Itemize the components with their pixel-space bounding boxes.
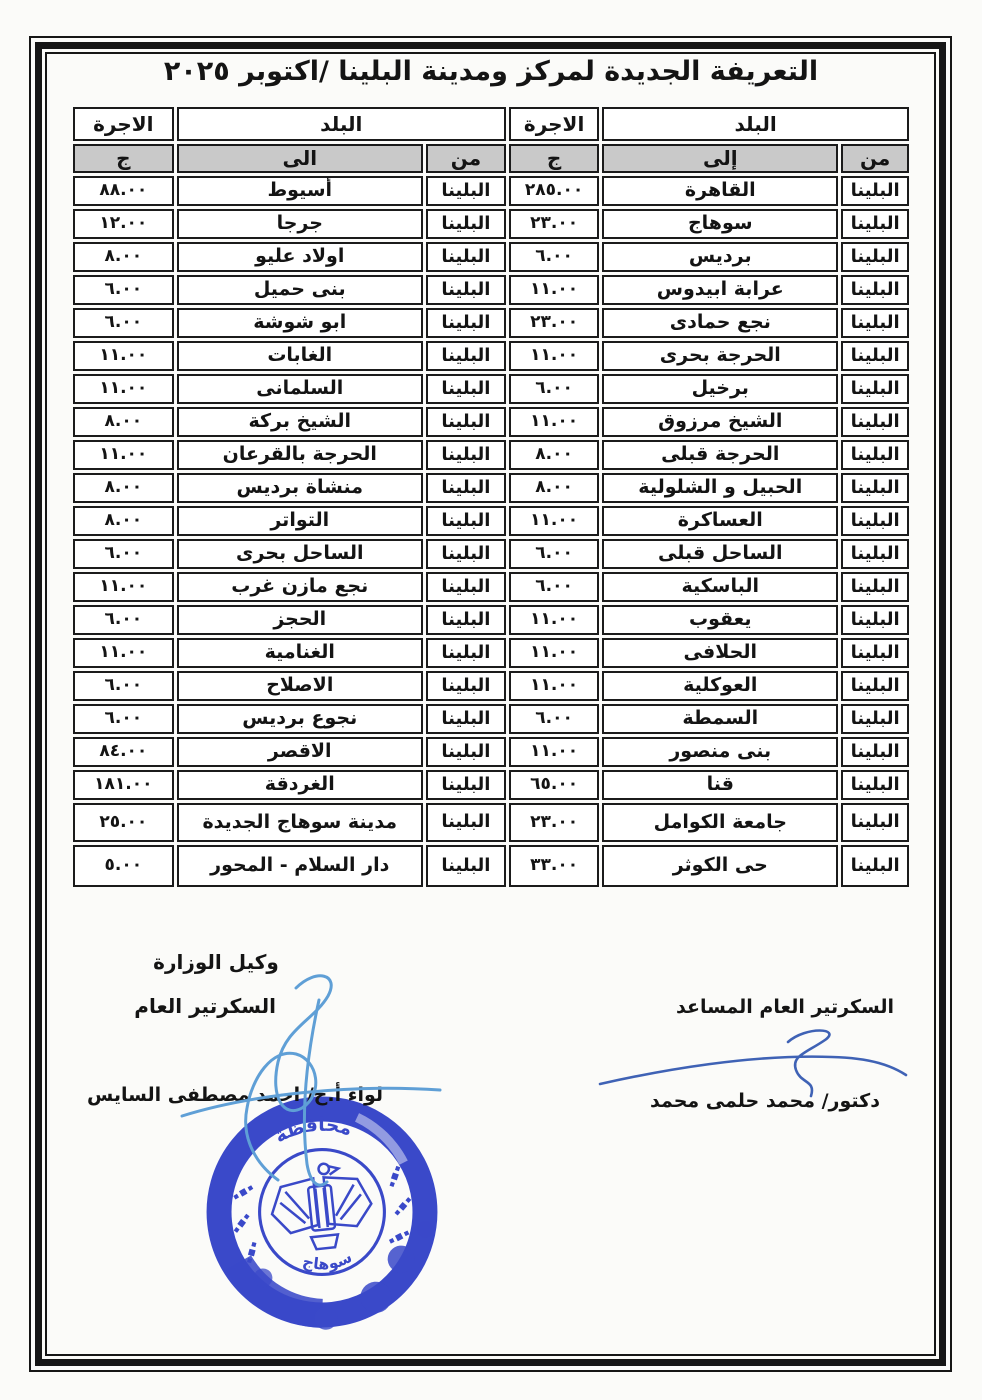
destination-cell: العساكرة xyxy=(602,506,838,536)
origin-cell: البلينا xyxy=(426,539,506,569)
destination-cell: أسيوط xyxy=(177,176,423,206)
fare-cell: ٦.٠٠ xyxy=(509,242,599,272)
fare-cell: ٦.٠٠ xyxy=(73,308,174,338)
destination-cell: الغابات xyxy=(177,341,423,371)
origin-cell: البلينا xyxy=(426,605,506,635)
destination-cell: ابو شوشة xyxy=(177,308,423,338)
destination-cell: جرجا xyxy=(177,209,423,239)
origin-cell: البلينا xyxy=(426,737,506,767)
fare-cell: ١١.٠٠ xyxy=(73,341,174,371)
origin-cell: البلينا xyxy=(841,242,909,272)
stamp-bottom-text: سوهاج xyxy=(300,1247,355,1274)
origin-cell: البلينا xyxy=(426,506,506,536)
destination-cell: الشيخ مرزوق xyxy=(602,407,838,437)
destination-cell: الحرجة بالقرعان xyxy=(177,440,423,470)
destination-cell: الغنامية xyxy=(177,638,423,668)
country-group-header-left: البلد xyxy=(177,107,506,141)
fare-cell: ٨.٠٠ xyxy=(509,473,599,503)
origin-cell: البلينا xyxy=(426,845,506,887)
origin-cell: البلينا xyxy=(841,341,909,371)
from-header-right: من xyxy=(841,144,909,173)
table-row xyxy=(73,308,909,338)
assistant-secretary-name: دكتور/ محمد حلمى محمد xyxy=(650,1090,880,1112)
destination-cell: حى الكوثر xyxy=(602,845,838,887)
assistant-secretary-title: السكرتير العام المساعد xyxy=(675,996,895,1018)
destination-cell: دار السلام - المحور xyxy=(177,845,423,887)
table-row xyxy=(73,506,909,536)
origin-cell: البلينا xyxy=(841,473,909,503)
table-row xyxy=(73,572,909,602)
destination-cell: الاقصر xyxy=(177,737,423,767)
fare-cell: ١١.٠٠ xyxy=(73,440,174,470)
fare-cell: ٢٣.٠٠ xyxy=(509,308,599,338)
destination-cell: التواتر xyxy=(177,506,423,536)
from-header-left: من xyxy=(426,144,506,173)
origin-cell: البلينا xyxy=(426,242,506,272)
origin-cell: البلينا xyxy=(841,845,909,887)
destination-cell: الحبيل و الشلولية xyxy=(602,473,838,503)
fare-cell: ١١.٠٠ xyxy=(509,605,599,635)
table-group-header-row xyxy=(73,107,909,141)
table-column-header-row xyxy=(73,144,909,173)
table-row xyxy=(73,242,909,272)
fare-cell: ٦.٠٠ xyxy=(509,539,599,569)
fare-cell: ٨.٠٠ xyxy=(73,506,174,536)
destination-cell: بنى منصور xyxy=(602,737,838,767)
destination-cell: مدينة سوهاج الجديدة xyxy=(177,803,423,842)
fare-cell: ٨٤.٠٠ xyxy=(73,737,174,767)
country-group-header-right: البلد xyxy=(602,107,909,141)
destination-cell: نجع حمادى xyxy=(602,308,838,338)
currency-header-right: ج xyxy=(509,144,599,173)
fare-cell: ٨٨.٠٠ xyxy=(73,176,174,206)
origin-cell: البلينا xyxy=(841,803,909,842)
fare-cell: ١١.٠٠ xyxy=(509,275,599,305)
origin-cell: البلينا xyxy=(426,407,506,437)
fare-cell: ١١.٠٠ xyxy=(509,341,599,371)
signature-left-scribble-icon xyxy=(168,966,458,1196)
destination-cell: الشيخ بركة xyxy=(177,407,423,437)
fare-cell: ٨.٠٠ xyxy=(73,473,174,503)
fare-cell: ٦٥.٠٠ xyxy=(509,770,599,800)
origin-cell: البلينا xyxy=(426,473,506,503)
to-header-right: إلى xyxy=(602,144,838,173)
fare-cell: ١١.٠٠ xyxy=(509,638,599,668)
fare-group-header-right: الاجرة xyxy=(509,107,599,141)
origin-cell: البلينا xyxy=(841,209,909,239)
origin-cell: البلينا xyxy=(841,770,909,800)
signature-right-scribble-icon xyxy=(592,1022,912,1107)
table-row xyxy=(73,638,909,668)
fare-cell: ٣٣.٠٠ xyxy=(509,845,599,887)
table-row xyxy=(73,275,909,305)
destination-cell: نجوع برديس xyxy=(177,704,423,734)
destination-cell: السلمانى xyxy=(177,374,423,404)
stamp-top-text: محافظة xyxy=(271,1114,355,1148)
origin-cell: البلينا xyxy=(841,308,909,338)
fare-cell: ٢٣.٠٠ xyxy=(509,803,599,842)
fare-cell: ١١.٠٠ xyxy=(73,638,174,668)
table-row xyxy=(73,176,909,206)
fare-cell: ١١.٠٠ xyxy=(509,671,599,701)
fare-cell: ٦.٠٠ xyxy=(73,671,174,701)
to-header-left: الى xyxy=(177,144,423,173)
table-row xyxy=(73,407,909,437)
destination-cell: سوهاج xyxy=(602,209,838,239)
fare-table xyxy=(70,104,912,890)
fare-cell: ٨.٠٠ xyxy=(73,407,174,437)
table-row xyxy=(73,605,909,635)
fare-cell: ٨.٠٠ xyxy=(509,440,599,470)
destination-cell: الباسكية xyxy=(602,572,838,602)
fare-cell: ١١.٠٠ xyxy=(509,506,599,536)
table-row xyxy=(73,341,909,371)
origin-cell: البلينا xyxy=(426,704,506,734)
origin-cell: البلينا xyxy=(841,176,909,206)
origin-cell: البلينا xyxy=(426,803,506,842)
table-row xyxy=(73,374,909,404)
fare-cell: ٦.٠٠ xyxy=(509,374,599,404)
table-row xyxy=(73,539,909,569)
origin-cell: البلينا xyxy=(426,770,506,800)
fare-cell: ٦.٠٠ xyxy=(509,572,599,602)
origin-cell: البلينا xyxy=(841,737,909,767)
fare-cell: ١٢.٠٠ xyxy=(73,209,174,239)
fare-table-body xyxy=(73,176,909,887)
table-row xyxy=(73,671,909,701)
fare-cell: ٢٨٥.٠٠ xyxy=(509,176,599,206)
origin-cell: البلينا xyxy=(426,572,506,602)
fare-cell: ٢٥.٠٠ xyxy=(73,803,174,842)
fare-cell: ٦.٠٠ xyxy=(73,704,174,734)
table-row xyxy=(73,704,909,734)
fare-cell: ١١.٠٠ xyxy=(73,374,174,404)
destination-cell: يعقوب xyxy=(602,605,838,635)
origin-cell: البلينا xyxy=(841,275,909,305)
origin-cell: البلينا xyxy=(841,572,909,602)
table-row xyxy=(73,209,909,239)
fare-cell: ١١.٠٠ xyxy=(509,407,599,437)
destination-cell: العوكلية xyxy=(602,671,838,701)
destination-cell: الاصلاح xyxy=(177,671,423,701)
destination-cell: قنا xyxy=(602,770,838,800)
origin-cell: البلينا xyxy=(841,506,909,536)
currency-header-left: ج xyxy=(73,144,174,173)
fare-cell: ٢٣.٠٠ xyxy=(509,209,599,239)
fare-cell: ١١.٠٠ xyxy=(73,572,174,602)
destination-cell: نجع مازن غرب xyxy=(177,572,423,602)
origin-cell: البلينا xyxy=(841,605,909,635)
fare-cell: ٨.٠٠ xyxy=(73,242,174,272)
destination-cell: برديس xyxy=(602,242,838,272)
table-row xyxy=(73,737,909,767)
destination-cell: الحرجة بحرى xyxy=(602,341,838,371)
origin-cell: البلينا xyxy=(426,638,506,668)
origin-cell: البلينا xyxy=(841,440,909,470)
fare-cell: ٦.٠٠ xyxy=(509,704,599,734)
origin-cell: البلينا xyxy=(426,341,506,371)
destination-cell: جامعة الكوامل xyxy=(602,803,838,842)
table-row xyxy=(73,770,909,800)
origin-cell: البلينا xyxy=(426,176,506,206)
destination-cell: الحجز xyxy=(177,605,423,635)
destination-cell: الحلافى xyxy=(602,638,838,668)
page-title: التعريفة الجديدة لمركز ومدينة البلينا /اكتوبر ٢٠٢٥ xyxy=(163,56,819,87)
origin-cell: البلينا xyxy=(841,638,909,668)
destination-cell: اولاد عليو xyxy=(177,242,423,272)
origin-cell: البلينا xyxy=(426,308,506,338)
destination-cell: الحرجة قبلى xyxy=(602,440,838,470)
fare-cell: ١٨١.٠٠ xyxy=(73,770,174,800)
destination-cell: الغردقة xyxy=(177,770,423,800)
destination-cell: الساحل قبلى xyxy=(602,539,838,569)
destination-cell: بنى حميل xyxy=(177,275,423,305)
table-row xyxy=(73,845,909,887)
secretary-general-name: لواء أ.ح/ احمد مصطفى السايس xyxy=(86,1084,383,1106)
table-row xyxy=(73,440,909,470)
origin-cell: البلينا xyxy=(841,539,909,569)
fare-group-header-left: الاجرة xyxy=(73,107,174,141)
destination-cell: الساحل بحرى xyxy=(177,539,423,569)
origin-cell: البلينا xyxy=(841,704,909,734)
destination-cell: عرابة ابيدوس xyxy=(602,275,838,305)
destination-cell: السمطة xyxy=(602,704,838,734)
destination-cell: برخيل xyxy=(602,374,838,404)
origin-cell: البلينا xyxy=(426,440,506,470)
undersecretary-title: وكيل الوزارة xyxy=(153,950,279,974)
table-row xyxy=(73,803,909,842)
origin-cell: البلينا xyxy=(841,374,909,404)
secretary-general-title: السكرتير العام xyxy=(134,994,276,1018)
origin-cell: البلينا xyxy=(426,275,506,305)
fare-cell: ٦.٠٠ xyxy=(73,605,174,635)
origin-cell: البلينا xyxy=(426,671,506,701)
table-row xyxy=(73,473,909,503)
origin-cell: البلينا xyxy=(426,374,506,404)
fare-cell: ٦.٠٠ xyxy=(73,275,174,305)
origin-cell: البلينا xyxy=(426,209,506,239)
fare-cell: ١١.٠٠ xyxy=(509,737,599,767)
origin-cell: البلينا xyxy=(841,671,909,701)
destination-cell: منشاة برديس xyxy=(177,473,423,503)
destination-cell: القاهرة xyxy=(602,176,838,206)
fare-cell: ٥.٠٠ xyxy=(73,845,174,887)
origin-cell: البلينا xyxy=(841,407,909,437)
fare-cell: ٦.٠٠ xyxy=(73,539,174,569)
